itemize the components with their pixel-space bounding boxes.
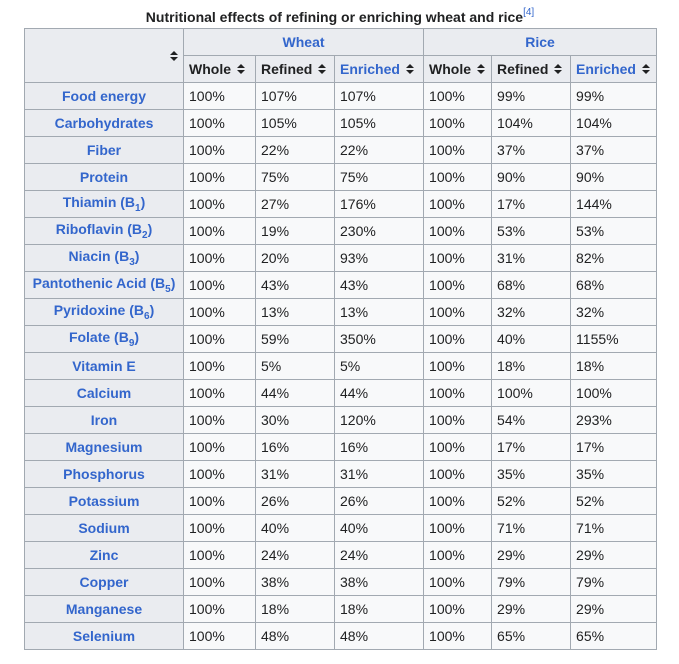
value-cell: 100% — [424, 596, 492, 623]
sort-icon[interactable] — [406, 64, 414, 75]
value-cell: 100% — [424, 218, 492, 245]
value-cell: 100% — [424, 434, 492, 461]
value-cell: 100% — [184, 164, 256, 191]
row-header[interactable] — [25, 299, 184, 326]
value-cell: 24% — [256, 542, 335, 569]
row-header[interactable] — [25, 218, 184, 245]
nutrient-name[interactable]: Copper — [79, 574, 129, 590]
nutrient-name[interactable]: Phosphorus — [63, 466, 145, 482]
value-cell: 29% — [492, 542, 571, 569]
vitamin-subscript: 3 — [129, 256, 135, 268]
value-cell: 53% — [492, 218, 571, 245]
vitamin-subscript: 5 — [165, 283, 171, 295]
value-cell: 53% — [571, 218, 657, 245]
value-cell: 65% — [492, 623, 571, 650]
row-header[interactable] — [25, 191, 184, 218]
value-cell: 100% — [184, 326, 256, 353]
nutrient-name[interactable]: Iron — [90, 412, 118, 428]
nutrient-name[interactable]: Magnesium — [65, 439, 143, 455]
nutrient-name[interactable]: Folate (B — [68, 329, 129, 346]
value-cell: 54% — [492, 407, 571, 434]
value-cell: 99% — [571, 83, 657, 110]
value-cell: 93% — [335, 245, 424, 272]
value-cell: 144% — [571, 191, 657, 218]
nutrient-name[interactable]: Pyridoxine (B — [53, 302, 144, 319]
value-cell: 100% — [424, 272, 492, 299]
table-row — [25, 596, 657, 623]
row-header[interactable] — [25, 461, 184, 488]
value-cell: 18% — [492, 353, 571, 380]
column-header-label: Whole — [189, 61, 231, 77]
value-cell: 107% — [256, 83, 335, 110]
row-header[interactable] — [25, 137, 184, 164]
column-header-label: Enriched — [576, 61, 636, 77]
value-cell: 5% — [335, 353, 424, 380]
table-row — [25, 515, 657, 542]
value-cell: 104% — [492, 110, 571, 137]
value-cell: 5% — [256, 353, 335, 380]
nutrient-column-header[interactable] — [25, 29, 184, 83]
value-cell: 18% — [335, 596, 424, 623]
value-cell: 100% — [184, 191, 256, 218]
value-cell: 100% — [424, 488, 492, 515]
value-cell: 22% — [335, 137, 424, 164]
column-header-rice-refined[interactable] — [492, 56, 571, 83]
value-cell: 71% — [492, 515, 571, 542]
value-cell: 13% — [256, 299, 335, 326]
value-cell: 100% — [184, 515, 256, 542]
value-cell: 100% — [184, 272, 256, 299]
table-row — [25, 245, 657, 272]
value-cell: 17% — [571, 434, 657, 461]
value-cell: 52% — [492, 488, 571, 515]
row-header[interactable] — [25, 434, 184, 461]
nutrient-name[interactable]: Fiber — [86, 142, 122, 158]
value-cell: 99% — [492, 83, 571, 110]
value-cell: 75% — [256, 164, 335, 191]
value-cell: 120% — [335, 407, 424, 434]
column-header-wheat-enriched[interactable] — [335, 56, 424, 83]
table-row — [25, 191, 657, 218]
table-row — [25, 164, 657, 191]
value-cell: 100% — [424, 191, 492, 218]
value-cell: 79% — [492, 569, 571, 596]
wheat-group-header[interactable]: Wheat — [184, 29, 424, 56]
value-cell: 100% — [184, 218, 256, 245]
row-header[interactable] — [25, 380, 184, 407]
row-header[interactable] — [25, 596, 184, 623]
value-cell: 100% — [424, 299, 492, 326]
nutrient-name-suffix: ) — [147, 221, 153, 238]
nutrient-name-suffix: ) — [140, 194, 146, 211]
value-cell: 107% — [335, 83, 424, 110]
value-cell: 100% — [424, 83, 492, 110]
value-cell: 48% — [256, 623, 335, 650]
column-header-label: Whole — [429, 61, 472, 77]
value-cell: 100% — [184, 596, 256, 623]
value-cell: 230% — [335, 218, 424, 245]
value-cell: 31% — [335, 461, 424, 488]
value-cell: 100% — [424, 542, 492, 569]
value-cell: 20% — [256, 245, 335, 272]
value-cell: 32% — [571, 299, 657, 326]
value-cell: 1155% — [571, 326, 657, 353]
value-cell: 26% — [256, 488, 335, 515]
value-cell: 59% — [256, 326, 335, 353]
nutrient-name-suffix: ) — [134, 329, 140, 346]
value-cell: 100% — [184, 380, 256, 407]
value-cell: 30% — [256, 407, 335, 434]
table-row — [25, 218, 657, 245]
vitamin-subscript: 6 — [144, 310, 150, 322]
table-body — [25, 83, 657, 650]
value-cell: 100% — [424, 380, 492, 407]
value-cell: 100% — [184, 83, 256, 110]
value-cell: 44% — [256, 380, 335, 407]
table-row — [25, 434, 657, 461]
header-row-groups — [25, 29, 657, 56]
value-cell: 100% — [424, 164, 492, 191]
value-cell: 75% — [335, 164, 424, 191]
value-cell: 38% — [256, 569, 335, 596]
value-cell: 31% — [492, 245, 571, 272]
table-row — [25, 461, 657, 488]
value-cell: 43% — [335, 272, 424, 299]
value-cell: 43% — [256, 272, 335, 299]
value-cell: 100% — [424, 137, 492, 164]
value-cell: 19% — [256, 218, 335, 245]
nutrient-name[interactable]: Riboflavin (B — [55, 221, 143, 238]
value-cell: 104% — [571, 110, 657, 137]
nutrient-name[interactable]: Potassium — [68, 493, 140, 509]
value-cell: 16% — [335, 434, 424, 461]
value-cell: 38% — [335, 569, 424, 596]
table-row — [25, 272, 657, 299]
row-header[interactable] — [25, 272, 184, 299]
row-header[interactable] — [25, 326, 184, 353]
table-wrapper — [24, 6, 656, 650]
table-row — [25, 110, 657, 137]
column-header-label: Refined — [261, 61, 313, 77]
nutrient-name[interactable]: Manganese — [65, 601, 143, 617]
column-header-label: Refined — [497, 61, 549, 77]
value-cell: 79% — [571, 569, 657, 596]
nutrient-name[interactable]: Zinc — [89, 547, 119, 563]
row-header[interactable] — [25, 83, 184, 110]
column-header-wheat-refined[interactable] — [256, 56, 335, 83]
value-cell: 100% — [184, 623, 256, 650]
value-cell: 176% — [335, 191, 424, 218]
vitamin-subscript: 2 — [142, 229, 148, 241]
value-cell: 35% — [492, 461, 571, 488]
value-cell: 82% — [571, 245, 657, 272]
table-row — [25, 299, 657, 326]
row-header[interactable] — [25, 164, 184, 191]
value-cell: 44% — [335, 380, 424, 407]
nutrient-name[interactable]: Selenium — [72, 628, 136, 644]
value-cell: 71% — [571, 515, 657, 542]
nutrient-name[interactable]: Pantothenic Acid (B — [32, 275, 166, 292]
value-cell: 37% — [492, 137, 571, 164]
value-cell: 40% — [256, 515, 335, 542]
value-cell: 40% — [492, 326, 571, 353]
value-cell: 100% — [424, 245, 492, 272]
value-cell: 100% — [184, 461, 256, 488]
table-row — [25, 380, 657, 407]
value-cell: 40% — [335, 515, 424, 542]
nutrient-name-suffix: ) — [134, 248, 140, 265]
value-cell: 100% — [424, 569, 492, 596]
column-header-label: Enriched — [340, 61, 400, 77]
value-cell: 26% — [335, 488, 424, 515]
value-cell: 52% — [571, 488, 657, 515]
value-cell: 31% — [256, 461, 335, 488]
value-cell: 13% — [335, 299, 424, 326]
value-cell: 100% — [184, 137, 256, 164]
value-cell: 17% — [492, 434, 571, 461]
value-cell: 100% — [424, 461, 492, 488]
value-cell: 90% — [492, 164, 571, 191]
row-header[interactable] — [25, 245, 184, 272]
value-cell: 35% — [571, 461, 657, 488]
row-header[interactable] — [25, 407, 184, 434]
nutrient-name[interactable]: Sodium — [78, 520, 130, 536]
value-cell: 32% — [492, 299, 571, 326]
value-cell: 18% — [256, 596, 335, 623]
nutrient-name[interactable]: Food energy — [61, 88, 146, 104]
sort-icon[interactable] — [554, 64, 562, 75]
value-cell: 68% — [571, 272, 657, 299]
value-cell: 105% — [256, 110, 335, 137]
value-cell: 22% — [256, 137, 335, 164]
value-cell: 37% — [571, 137, 657, 164]
value-cell: 29% — [492, 596, 571, 623]
nutrient-name[interactable]: Niacin (B — [68, 248, 130, 265]
value-cell: 65% — [571, 623, 657, 650]
value-cell: 100% — [424, 110, 492, 137]
vitamin-subscript: 9 — [128, 337, 135, 349]
sort-icon[interactable] — [318, 64, 326, 75]
value-cell: 100% — [424, 326, 492, 353]
value-cell: 29% — [571, 542, 657, 569]
nutrient-name[interactable]: Protein — [79, 169, 129, 185]
row-header[interactable] — [25, 542, 184, 569]
value-cell: 29% — [571, 596, 657, 623]
nutrient-name[interactable]: Thiamin (B — [62, 194, 136, 211]
value-cell: 100% — [184, 110, 256, 137]
sort-icon[interactable] — [170, 51, 178, 62]
nutrient-name[interactable]: Carbohydrates — [54, 115, 154, 131]
table-row — [25, 326, 657, 353]
row-header[interactable] — [25, 623, 184, 650]
value-cell: 100% — [184, 407, 256, 434]
value-cell: 68% — [492, 272, 571, 299]
table-caption — [24, 6, 656, 28]
column-header-rice-enriched[interactable] — [571, 56, 657, 83]
sort-icon[interactable] — [642, 64, 650, 75]
table-row — [25, 569, 657, 596]
table-row — [25, 623, 657, 650]
nutrient-name-suffix: ) — [170, 275, 176, 292]
value-cell: 293% — [571, 407, 657, 434]
caption-title: Nutritional effects of refining or enriching wheat and rice — [145, 9, 524, 25]
value-cell: 100% — [424, 515, 492, 542]
table-row — [25, 488, 657, 515]
nutrient-name-suffix: ) — [149, 302, 155, 319]
caption-reference — [523, 7, 534, 18]
reference-link[interactable]: [4] — [523, 7, 535, 18]
value-cell: 350% — [335, 326, 424, 353]
row-header[interactable] — [25, 488, 184, 515]
table-row — [25, 542, 657, 569]
value-cell: 100% — [571, 380, 657, 407]
value-cell: 100% — [424, 407, 492, 434]
sort-icon[interactable] — [477, 64, 485, 75]
value-cell: 100% — [184, 434, 256, 461]
sort-icon[interactable] — [237, 64, 245, 75]
vitamin-subscript: 1 — [135, 202, 141, 214]
row-header[interactable] — [25, 515, 184, 542]
value-cell: 100% — [184, 488, 256, 515]
value-cell: 100% — [184, 299, 256, 326]
row-header[interactable] — [25, 110, 184, 137]
table-row — [25, 353, 657, 380]
value-cell: 100% — [424, 623, 492, 650]
column-header-wheat-whole[interactable] — [184, 56, 256, 83]
table-row — [25, 137, 657, 164]
value-cell: 100% — [184, 353, 256, 380]
value-cell: 100% — [184, 569, 256, 596]
value-cell: 100% — [184, 245, 256, 272]
nutrient-name[interactable]: Vitamin E — [72, 358, 136, 374]
row-header[interactable] — [25, 569, 184, 596]
value-cell: 18% — [571, 353, 657, 380]
nutrient-name[interactable]: Calcium — [76, 385, 132, 401]
row-header[interactable] — [25, 353, 184, 380]
value-cell: 100% — [492, 380, 571, 407]
value-cell: 24% — [335, 542, 424, 569]
rice-group-header[interactable]: Rice — [424, 29, 657, 56]
value-cell: 16% — [256, 434, 335, 461]
nutrition-table — [24, 28, 657, 650]
value-cell: 105% — [335, 110, 424, 137]
value-cell: 90% — [571, 164, 657, 191]
table-row — [25, 83, 657, 110]
table-row — [25, 407, 657, 434]
value-cell: 17% — [492, 191, 571, 218]
value-cell: 100% — [424, 353, 492, 380]
column-header-rice-whole[interactable] — [424, 56, 492, 83]
value-cell: 100% — [184, 542, 256, 569]
value-cell: 27% — [256, 191, 335, 218]
value-cell: 48% — [335, 623, 424, 650]
